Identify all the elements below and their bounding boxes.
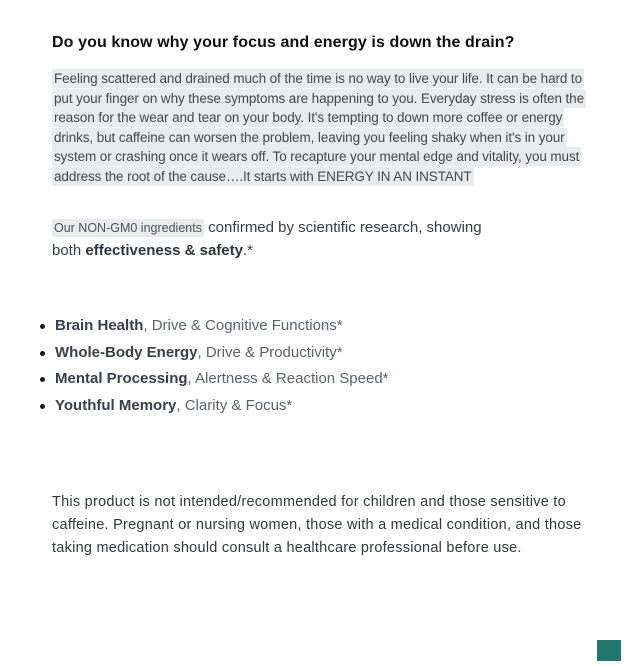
bullet-icon (40, 377, 45, 382)
claims-line2-prefix: both (52, 241, 86, 259)
benefit-name: Youthful Memory (55, 396, 177, 414)
intro-paragraph (52, 69, 588, 186)
claims-line2-suffix: .* (242, 241, 253, 259)
claims-bold-text: effectiveness & safety (85, 241, 243, 259)
benefit-detail: , Drive & Productivity* (197, 343, 343, 361)
benefits-list (52, 313, 590, 419)
benefit-name: Brain Health (55, 317, 144, 334)
teal-corner-square (597, 640, 621, 661)
claims-paragraph (52, 217, 590, 261)
intro-highlighted-text: Feeling scattered and drained much of the time is no way to live your life. It can be hard to put your finger on why these symptoms are happening to you. Everyday stress is often the reason for the wear and tear on your body. It's tempting to down more coffee or energy drinks, but caffeine can worsen the problem, leaving you feeling shaky when it's in your system or crashing once it wears off. To recapture your mental edge and vitality, you must address the root of the cause….It starts with ENERGY IN AN INSTANT (54, 71, 584, 184)
benefit-name: Whole-Body Energy (55, 343, 198, 361)
benefit-detail: , Clarity & Focus* (176, 396, 293, 414)
bullet-icon (40, 324, 45, 329)
list-item (40, 393, 590, 420)
benefit-detail: , Drive & Cognitive Functions* (143, 317, 343, 334)
benefit-detail: , Alertness & Reaction Speed* (187, 370, 389, 387)
list-item (40, 340, 590, 367)
list-item (40, 313, 590, 340)
bullet-icon (40, 351, 45, 356)
claims-line1-text: confirmed by scientific research, showing (203, 219, 482, 236)
benefit-name: Mental Processing (55, 370, 188, 387)
claims-highlighted-lead: Our NON-GM0 ingredients (54, 221, 202, 235)
product-description-page (52, 34, 590, 560)
disclaimer-paragraph: This product is not intended/recommended for children and those sensitive to caffeine. Pregnant or nursing women, those with a medical condition, and those taking medication should consult a healthcare professional before use. (52, 494, 582, 556)
list-item (40, 366, 590, 393)
bullet-icon (40, 404, 45, 409)
page-title: Do you know why your focus and energy is down the drain? (52, 34, 515, 51)
